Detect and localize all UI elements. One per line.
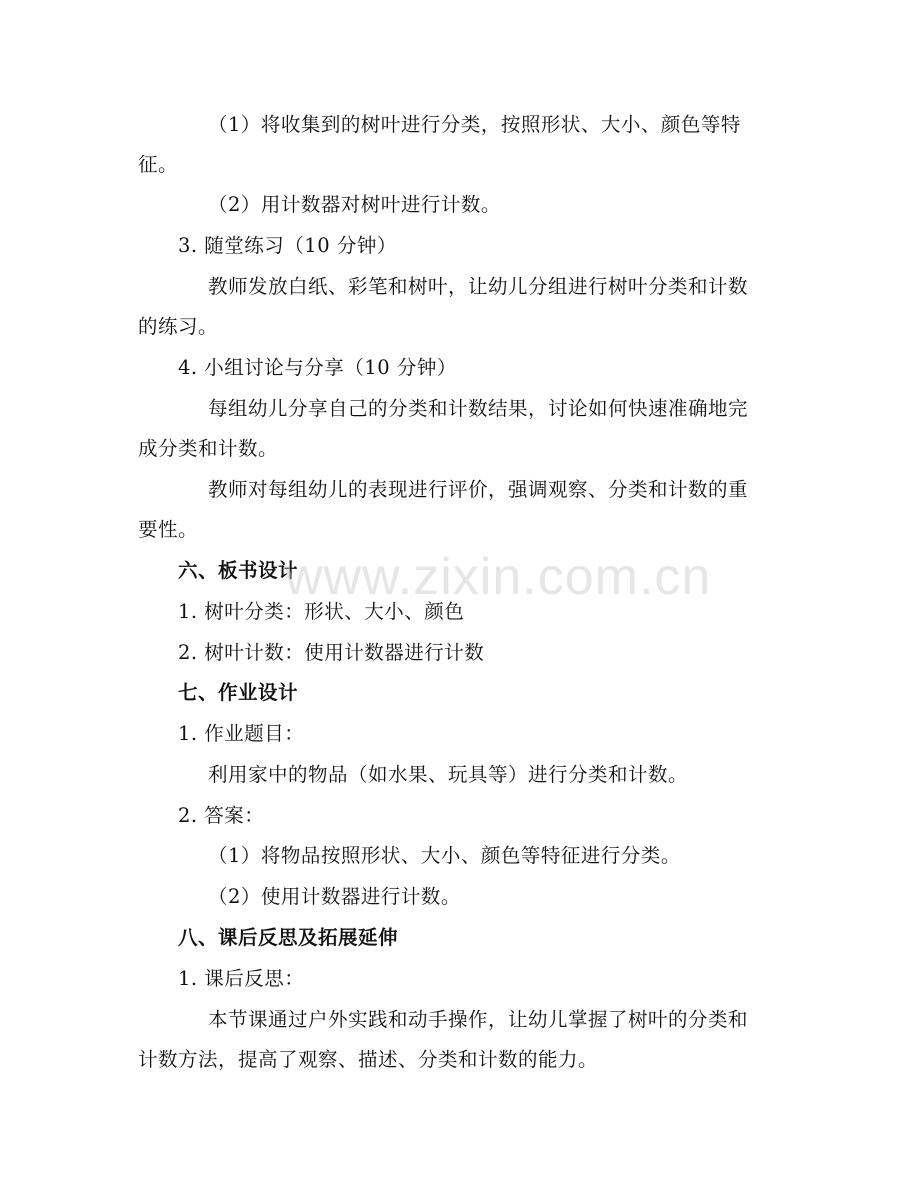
section-heading: 六、板书设计: [178, 559, 299, 582]
list-item: 3. 随堂练习（10 分钟）: [178, 234, 397, 257]
list-item: 1. 作业题目：: [178, 722, 305, 745]
paragraph-line: 成分类和计数。: [138, 437, 279, 460]
paragraph-line: 教师发放白纸、彩笔和树叶，让幼儿分组进行树叶分类和计数: [208, 275, 749, 298]
section-heading: 八、课后反思及拓展延伸: [178, 926, 399, 949]
section-heading: 七、作业设计: [178, 681, 299, 704]
paragraph-line: 计数方法，提高了观察、描述、分类和计数的能力。: [138, 1048, 599, 1071]
paragraph-line: 的练习。: [138, 315, 219, 338]
paragraph-line: （1）将物品按照形状、大小、颜色等特征进行分类。: [208, 844, 681, 867]
list-item: 4. 小组讨论与分享（10 分钟）: [178, 356, 457, 379]
paragraph-line: （2）使用计数器进行计数。: [208, 885, 461, 908]
paragraph-line: （2）用计数器对树叶进行计数。: [208, 193, 501, 216]
paragraph-line: （1）将收集到的树叶进行分类，按照形状、大小、颜色等特: [208, 113, 741, 136]
paragraph-line: 要性。: [138, 518, 199, 541]
paragraph-line: 每组幼儿分享自己的分类和计数结果，讨论如何快速准确地完: [208, 397, 749, 420]
paragraph-line: 利用家中的物品（如水果、玩具等）进行分类和计数。: [208, 763, 689, 786]
paragraph-line: 本节课通过户外实践和动手操作，让幼儿掌握了树叶的分类和: [208, 1008, 749, 1031]
list-item: 2. 树叶计数：使用计数器进行计数: [178, 641, 485, 664]
paragraph-line: 教师对每组幼儿的表现进行评价，强调观察、分类和计数的重: [208, 478, 749, 501]
paragraph-line: 征。: [138, 153, 179, 176]
list-item: 1. 课后反思：: [178, 967, 305, 990]
watermark: www.zixin.com.cn: [285, 548, 712, 606]
list-item: 2. 答案：: [178, 804, 265, 827]
list-item: 1. 树叶分类：形状、大小、颜色: [178, 600, 465, 623]
